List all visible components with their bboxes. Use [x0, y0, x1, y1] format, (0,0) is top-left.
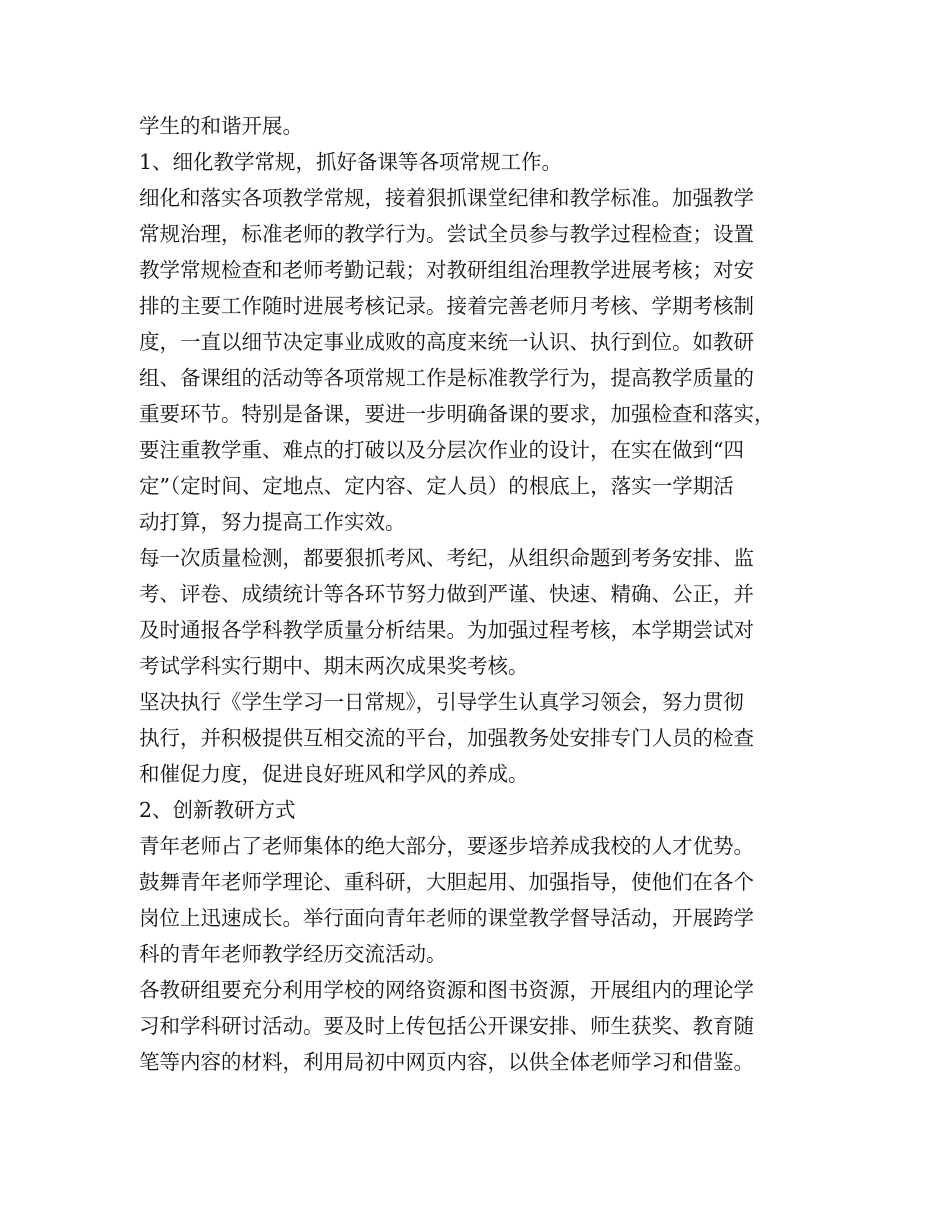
- text-line: 考试学科实行期中、期末两次成果奖考核。: [139, 654, 529, 678]
- text-line: 鼓舞青年老师学理论、重科研，大胆起用、加强指导，使他们在各个: [139, 870, 754, 894]
- section-heading: 2、创新教研方式: [139, 798, 296, 822]
- text-line: 科的青年老师教学经历交流活动。: [139, 942, 447, 966]
- text-line: 常规治理，标准老师的教学行为。尝试全员参与教学过程检查；设置: [139, 222, 754, 246]
- text-line: 岗位上迅速成长。举行面向青年老师的课堂教学督导活动，开展跨学: [139, 906, 754, 930]
- text-line: 考、评卷、成绩统计等各环节努力做到严谨、快速、精确、公正，并: [139, 582, 754, 606]
- text-line: 教学常规检查和老师考勤记载；对教研组组治理教学进展考核；对安: [139, 258, 754, 282]
- text-line: 度，一直以细节决定事业成败的高度来统一认识、执行到位。如教研: [139, 330, 754, 354]
- text-line: 青年老师占了老师集体的绝大部分，要逐步培养成我校的人才优势。: [139, 834, 754, 858]
- text-line: 执行，并积极提供互相交流的平台，加强教务处安排专门人员的检查: [139, 726, 754, 750]
- text-line: 学生的和谐开展。: [139, 114, 303, 138]
- text-line: 每一次质量检测，都要狠抓考风、考纪，从组织命题到考务安排、监: [139, 546, 754, 570]
- text-line: 排的主要工作随时进展考核记录。接着完善老师月考核、学期考核制: [139, 294, 754, 318]
- text-line: 笔等内容的材料，利用局初中网页内容，以供全体老师学习和借鉴。: [139, 1050, 754, 1074]
- text-line: 细化和落实各项教学常规，接着狠抓课堂纪律和教学标准。加强教学: [139, 186, 754, 210]
- text-line: 定”（定时间、定地点、定内容、定人员）的根底上，落实一学期活: [139, 474, 734, 498]
- text-line: 和催促力度，促进良好班风和学风的养成。: [139, 762, 529, 786]
- text-line: 组、备课组的活动等各项常规工作是标准教学行为，提高教学质量的: [139, 366, 754, 390]
- text-line: 坚决执行《学生学习一日常规》，引导学生认真学习领会，努力贯彻: [139, 690, 744, 714]
- text-line: 各教研组要充分利用学校的网络资源和图书资源，开展组内的理论学: [139, 978, 754, 1002]
- text-line: 及时通报各学科教学质量分析结果。为加强过程考核，本学期尝试对: [139, 618, 754, 642]
- text-line: 习和学科研讨活动。要及时上传包括公开课安排、师生获奖、教育随: [139, 1014, 754, 1038]
- document-body: [139, 108, 829, 1080]
- text-line: 要注重教学重、难点的打破以及分层次作业的设计，在实在做到“四: [139, 438, 744, 462]
- text-line: 重要环节。特别是备课，要进一步明确备课的要求，加强检查和落实，: [139, 402, 775, 426]
- text-line: 动打算，努力提高工作实效。: [139, 510, 406, 534]
- section-heading: 1、细化教学常规，抓好备课等各项常规工作。: [139, 150, 563, 174]
